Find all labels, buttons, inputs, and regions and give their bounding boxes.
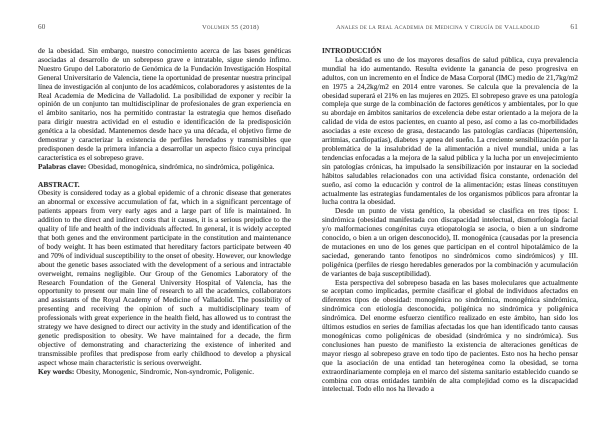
abstract-paragraph: Obesity is considered today as a global epidemic of a chronic disease that generates an abnormal or excessive accumulation of fat, which in a significant percentage of patients appears from very early ages and a large part of life is maintained. In addition to the direct and indirect costs that it causes, it is a serious prejudice to the quality of life and health of the individuals affected. In general, it is widely accepted that both genes and the environment participate in the constitution and maintenance of body weight. It has been estimated that hereditary factors participate between 40 and 70% of individual susceptibility to the onset of obesity. However, our knowledge about the genetic bases associated with the development of a serious and intractable overweight, remains negligible. Our Group of the Genomics Laboratory of the Research Foundation of the General University Hospital of Valencia, has the opportunity to present our main line of research to all the academics, collaborators and assistants of the Royal Academy of Medicine of Valladolid. The possibility of presenting and receiving the opinion of such a multidisciplinary team of professionals with great experience in the health field, has allowed us to contrast the strategy we have designed to direct our activity in the study and identification of the genetic predisposition to obesity. We have maintained for a decade, the firm objective of demonstrating and characterizing the existence of inherited and transmissible profiles that predispose from early childhood to develop a physical aspect whose main characteristic is serious overweight. <box>38 188 291 367</box>
intro-paragraph-2: Desde un punto de vista genético, la obesidad se clasifica en tres tipos: I. sindrómica (obesidad manifestada con discapacidad intelectual, dismorfología facial y/o malformaciones congénitas cuya etiopatología se asocia, o bien a un síndrome conocido, o bien a un origen desconocido), II. monogénica (causadas por la presencia de mutaciones en uno de los genes que participan en el control hipotalámico de la saciedad, generando tanto fenotipos no sindrómicos como sindrómicos) y III. poligénica (perfiles de riesgo heredables generados por la combinación y acumulación de variantes de baja susceptibilidad). <box>322 206 578 278</box>
right-page <box>300 0 600 423</box>
keywords-en-label: Key words: <box>38 366 75 376</box>
introduction-heading: INTRODUCCIÓN <box>322 46 382 55</box>
right-page-body <box>322 47 578 394</box>
left-page-body <box>38 47 291 377</box>
abstract-heading: ABSTRACT. <box>38 179 80 189</box>
volume-running-head: Volumen 55 (2018) <box>201 24 259 31</box>
intro-paragraph-3: Esta perspectiva del sobrepeso basada en las bases moleculares que actualmente se aceptan como implicadas, permite clasificar el global de individuos afectados en diferentes tipos de obesidad: monogénica no sindrómica, monogénica sindrómica, sindrómica con etiología desconocida, poligénica no sindrómica y poligénica sindrómica. Del enorme esfuerzo científico realizado en este ámbito, han sido los últimos estudios en series de familias afectadas los que han identificado tanto causas monogénicas como poligénicas de obesidad (sindrómica y no sindrómica). Sus conclusiones han puesto de manifiesto la existencia de alteraciones genéticas de mayor riesgo al sobrepeso grave en todo tipo de pacientes. Esto nos ha hecho pensar que la asociación de una entidad tan heterogénea como la obesidad, se torna extraordinariamente compleja en el marco del sistema sanitario establecido cuando se combina con otras entidades también de alta complejidad como es la discapacidad intelectual. Todo ello nos ha llevado a <box>322 277 578 394</box>
intro-paragraph-1: La obesidad es uno de los mayores desafíos de salud pública, cuya prevalencia mundial ha ido aumentando. Resulta evidente la ganancia de peso progresiva en adultos, con un incremento en el Índice de Masa Corporal (IMC) medio de 21,7kg/m2 en 1975 a 24,2kg/m2 en 2014 entre varones. Se calcula que la prevalencia de la obesidad superará el 21% en las mujeres en 2025. El sobrepeso grave es una patología compleja que surge de la combinación de factores genéticos y ambientales, por lo que su abordaje en ámbitos sanitarios de excelencia debe estar orientado a la mejora de la calidad de vida de estos pacientes, en cuanto al peso, así como a las co-morbilidades asociadas a este exceso de grasa, destacando las patologías cardíacas (hipertensión, arritmias, cardiopatías), diabetes y apnea del sueño. La creciente sensibilización por la problemática de la insalubridad de la alimentación a nivel mundial, unida a las tendencias enfocadas a la mejora de la salud pública y la lucha por un envejecimiento sin patologías crónicas, ha impulsado la sensibilización por instaurar en la sociedad hábitos saludables relacionados con una actividad física constante, ordenación del sueño, así como la educación y control de la alimentación; estas líneas constituyen actualmente las estrategias fundamentales de los organismos públicos para afrontar la lucha contra la obesidad. <box>322 54 578 207</box>
page-number-right: 61 <box>570 23 578 31</box>
keywords-es-label: Palabras clave: <box>38 161 87 171</box>
keywords-es-text: Obesidad, monogénica, sindrómica, no sindrómica, poligénica. <box>86 161 275 171</box>
keywords-es-line <box>38 163 291 172</box>
journal-running-head: Anales de la Real Academia de Medicina y Cirugía de Valladolid <box>336 24 540 31</box>
page-number-left: 60 <box>38 23 46 31</box>
running-head-left <box>38 23 291 31</box>
spanish-continuation-paragraph: de la obesidad. Sin embargo, nuestro conocimiento acerca de las bases genéticas asociadas al desarrollo de un sobrepeso grave e intratable, sigue siendo ínfimo. Nuestro Grupo del Laboratorio de Genómica de la Fundación Investigación Hospital General Universitario de Valencia, tiene la oportunidad de presentar nuestra principal línea de investigación al conjunto de los académicos, colaboradores y asistentes de la Real Academia de Medicina de Valladolid. La posibilidad de exponer y recibir la opinión de un conjunto tan multidisciplinar de profesionales de gran experiencia en el ámbito sanitario, nos ha permitido contrastar la estrategia que hemos diseñado para dirigir nuestra actividad en el estudio e identificación de la predisposición genética a la obesidad. Mantenemos desde hace ya una década, el objetivo firme de demostrar y caracterizar la existencia de perfiles heredados y transmisibles que predisponen desde la primera infancia a desarrollar un aspecto físico cuya principal característica es el sobrepeso grave. <box>38 46 291 162</box>
running-head-right <box>322 23 578 31</box>
keywords-en-line <box>38 368 291 377</box>
keywords-en-text: Obesity, Monogenic, Sindromic, Non-syndromic, Poligenic. <box>74 366 255 376</box>
